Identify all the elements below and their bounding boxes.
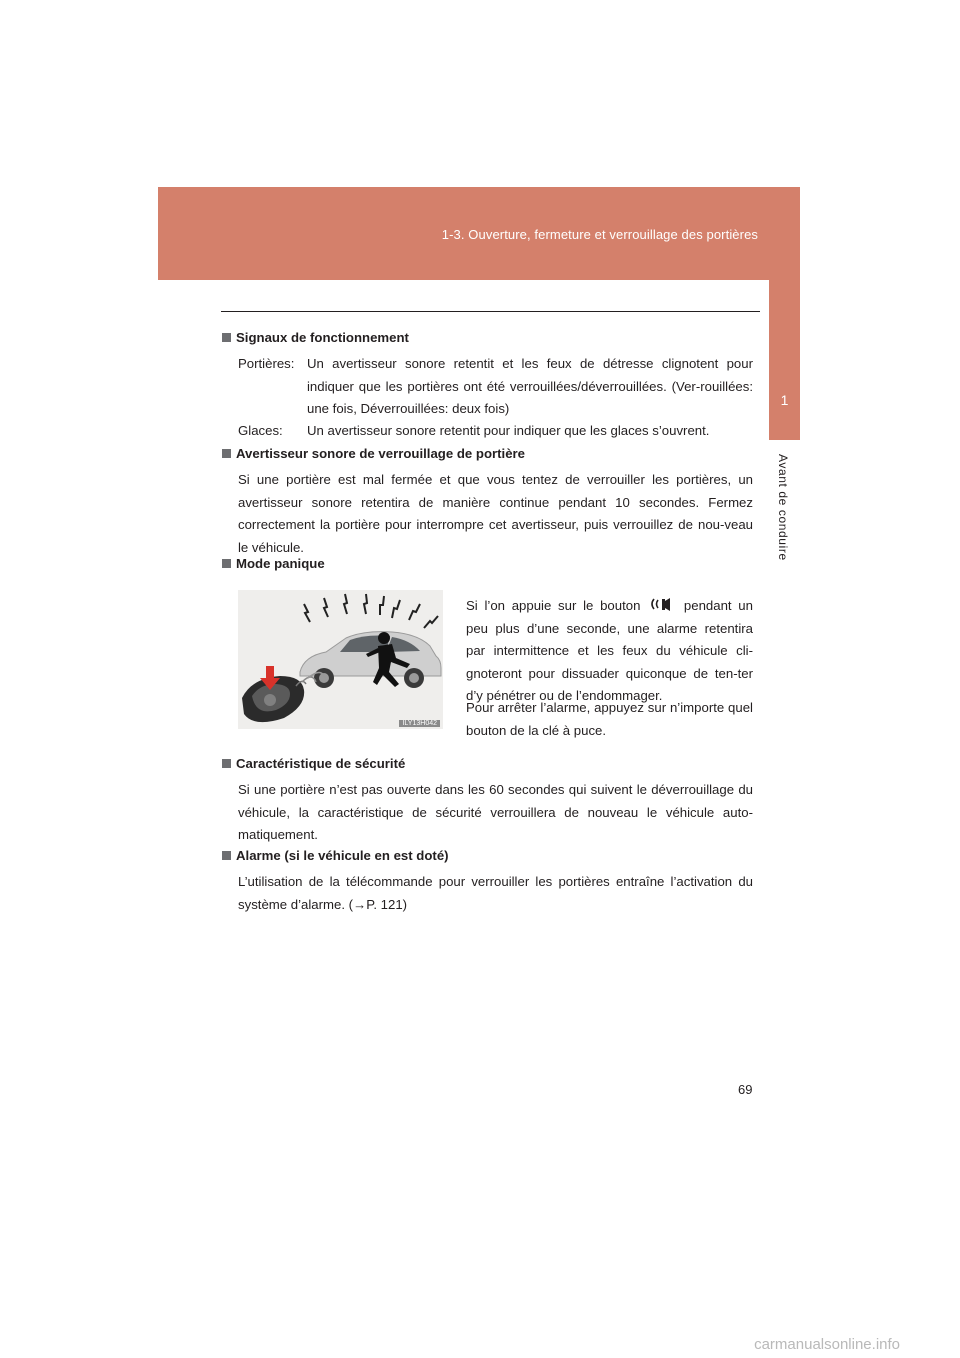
square-bullet-icon bbox=[222, 333, 231, 342]
windows-label: Glaces: bbox=[238, 423, 283, 438]
panic-button-icon bbox=[649, 596, 675, 612]
alarm-text: L’utilisation de la télécommande pour verrouiller les portières entraîne l’activation du système d’alarme. (→P. 121) bbox=[238, 874, 753, 912]
side-tab-number: 1 bbox=[780, 392, 789, 408]
doors-text: Un avertisseur sonore retentit et les feux de détresse clignotent pour indiquer que les portières ont été verrouillées/déverrouillées. (Ver-rouillées: une fois, Déverrouillées: deux fois) bbox=[307, 356, 753, 416]
section-title-alarm: Alarme (si le véhicule en est doté) bbox=[222, 848, 449, 863]
doors-label: Portières: bbox=[238, 356, 295, 371]
chapter-title: 1-3. Ouverture, fermeture et verrouillage des portières bbox=[441, 227, 758, 242]
page-number: 69 bbox=[738, 1082, 753, 1097]
car-alarm-illustration bbox=[238, 590, 443, 729]
side-tab bbox=[769, 280, 800, 440]
windows-text: Un avertisseur sonore retentit pour indiquer que les glaces s’ouvrent. bbox=[307, 423, 710, 438]
square-bullet-icon bbox=[222, 559, 231, 568]
door-buzzer-text: Si une portière est mal fermée et que vous tentez de verrouiller les portières, un avertisseur sonore retentira de manière continue pendant 10 secondes. Fermez correctement la portière pour interrompre cet avertisseur, puis verrouillez de nou-veau le véhicule. bbox=[238, 472, 753, 555]
illustration-code: ILY13H042 bbox=[399, 720, 440, 727]
panic-text: Si l’on appuie sur le bouton pendant un peu plus d’une seconde, une alarme retentira par intermittence et les feux du véhicule cli-gnoteront pour dissuader quiconque de ten-ter d’y pénétrer ou de l’endommager. bbox=[466, 598, 753, 703]
watermark: carmanualsonline.info bbox=[754, 1336, 900, 1353]
section-title-panic: Mode panique bbox=[222, 556, 325, 571]
side-tab-label: Avant de conduire bbox=[776, 454, 790, 561]
square-bullet-icon bbox=[222, 851, 231, 860]
security-text: Si une portière n’est pas ouverte dans les 60 secondes qui suivent le déverrouillage du véhicule, la caractéristique de sécurité verrouillera de nouveau le véhicule auto-matiquement. bbox=[238, 782, 753, 842]
square-bullet-icon bbox=[222, 759, 231, 768]
panic-stop-text: Pour arrêter l’alarme, appuyez sur n’importe quel bouton de la clé à puce. bbox=[466, 700, 753, 738]
panic-mode-illustration bbox=[238, 590, 443, 729]
section-title-door-buzzer: Avertisseur sonore de verrouillage de portière bbox=[222, 446, 525, 461]
section-title-signals: Signaux de fonctionnement bbox=[222, 330, 409, 345]
square-bullet-icon bbox=[222, 449, 231, 458]
section-title-security: Caractéristique de sécurité bbox=[222, 756, 405, 771]
chapter-header-band bbox=[158, 187, 800, 280]
header-rule bbox=[221, 311, 760, 312]
